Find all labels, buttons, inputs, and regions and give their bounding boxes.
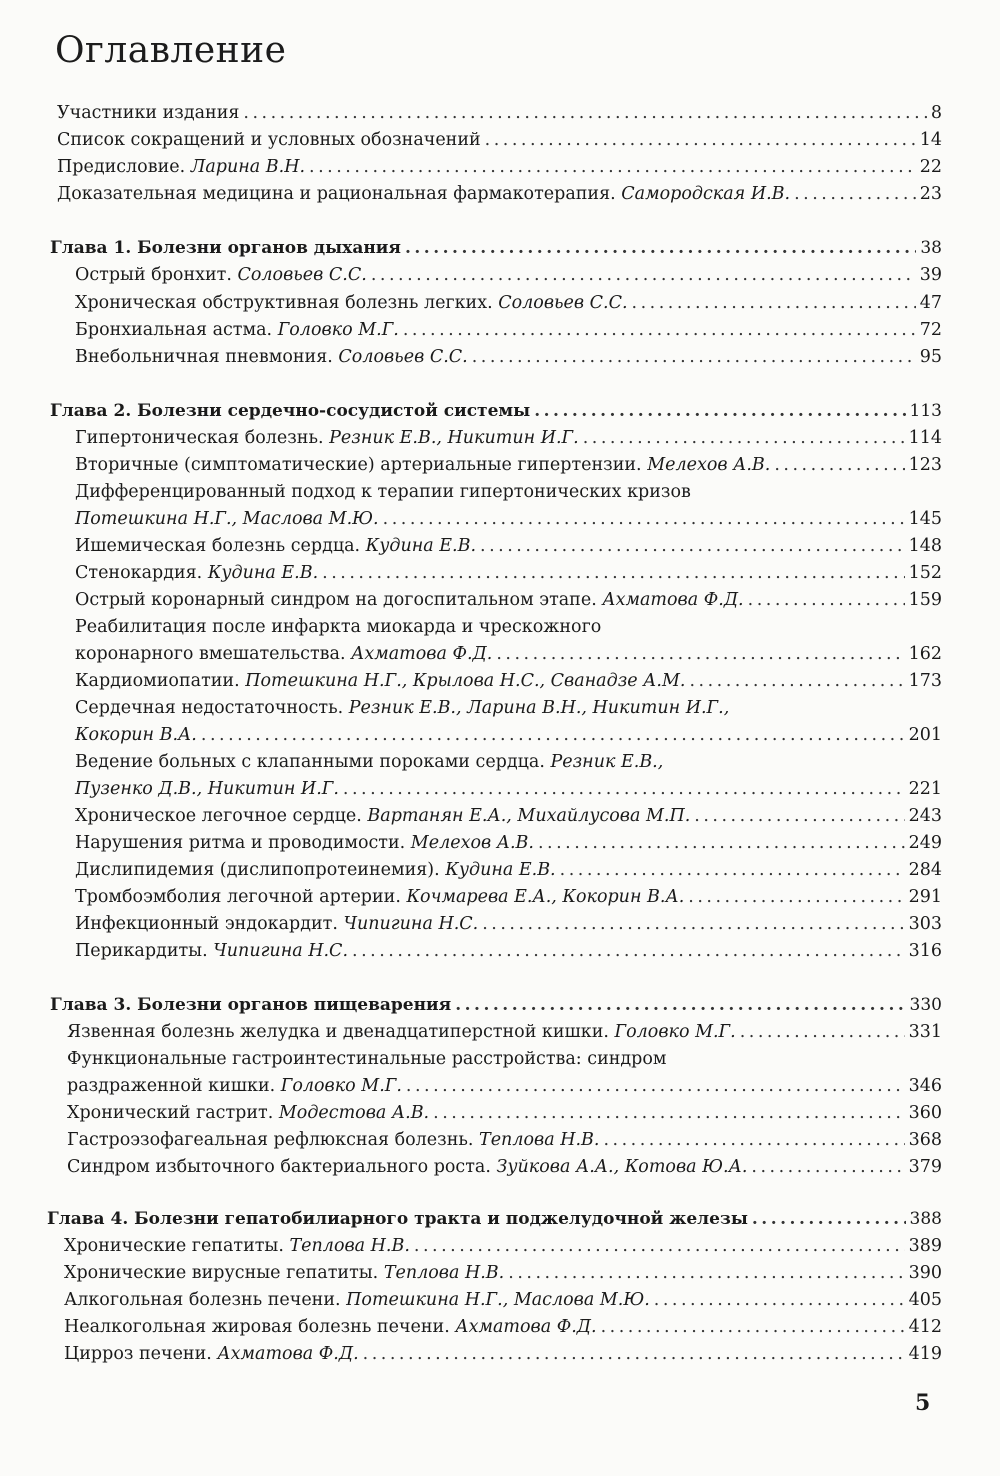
toc-entry[interactable]: Цирроз печени. Ахматова Ф.Д. ..... 419 bbox=[64, 1341, 942, 1367]
toc-entry-line: Дифференцированный подход к терапии гипертонических кризов bbox=[75, 482, 691, 502]
toc-entry[interactable]: Инфекционный эндокардит. Чипигина Н.С. ..... 303 bbox=[75, 911, 942, 937]
toc-entry[interactable]: Острый коронарный синдром на догоспитальном этапе. Ахматова Ф.Д. ..... 159 bbox=[75, 587, 942, 613]
toc-entry[interactable]: Хронический гастрит. Модестова А.В. ..... 360 bbox=[67, 1100, 942, 1126]
toc-entry[interactable]: Кокорин В.А. ..... 201 bbox=[75, 722, 942, 748]
toc-entry[interactable]: коронарного вмешательства. Ахматова Ф.Д. ..... 162 bbox=[75, 641, 942, 667]
toc-entry[interactable]: Участники издания ..... 8 bbox=[57, 100, 942, 126]
toc-entry[interactable]: Нарушения ритма и проводимости. Мелехов А.В. ..... 249 bbox=[75, 830, 942, 856]
toc-entry[interactable]: Потешкина Н.Г., Маслова М.Ю. ..... 145 bbox=[75, 506, 942, 532]
toc-entry[interactable]: Хронические гепатиты. Теплова Н.В. ..... 389 bbox=[64, 1233, 942, 1259]
toc-entry[interactable]: Доказательная медицина и рациональная фармакотерапия. Самородская И.В. ..... 23 bbox=[57, 181, 942, 207]
toc-entry[interactable]: Хроническое легочное сердце. Вартанян Е.А., Михайлусова М.П. ..... 243 bbox=[75, 803, 942, 829]
toc-entry[interactable]: Неалкогольная жировая болезнь печени. Ахматова Ф.Д. ..... 412 bbox=[64, 1314, 942, 1340]
toc-entry[interactable]: Синдром избыточного бактериального роста. Зуйкова А.А., Котова Ю.А. ..... 379 bbox=[67, 1154, 942, 1180]
toc-entry[interactable]: Кардиомиопатии. Потешкина Н.Г., Крылова Н.С., Сванадзе А.М. ..... 173 bbox=[75, 668, 942, 694]
toc-entry[interactable]: Дислипидемия (дислипопротеинемия). Кудина Е.В. ..... 284 bbox=[75, 857, 942, 883]
toc-entry[interactable]: Гастроэзофагеальная рефлюксная болезнь. Теплова Н.В. ..... 368 bbox=[67, 1127, 942, 1153]
toc-entry-line: Функциональные гастроинтестинальные расстройства: синдром bbox=[67, 1049, 667, 1069]
chapter-heading[interactable]: Глава 2. Болезни сердечно-сосудистой системы ..... 113 bbox=[50, 398, 942, 424]
toc-entry[interactable]: Ишемическая болезнь сердца. Кудина Е.В. ..... 148 bbox=[75, 533, 942, 559]
toc-entry-line: Ведение больных с клапанными пороками сердца. Резник Е.В., bbox=[75, 752, 664, 772]
toc-entry[interactable]: Предисловие. Ларина В.Н. ..... 22 bbox=[57, 154, 942, 180]
page-title: Оглавление bbox=[55, 30, 287, 71]
toc-entry[interactable]: Перикардиты. Чипигина Н.С. ..... 316 bbox=[75, 938, 942, 964]
toc-entry[interactable]: Острый бронхит. Соловьев С.С. ..... 39 bbox=[75, 262, 942, 288]
toc-entry[interactable]: Хроническая обструктивная болезнь легких. Соловьев С.С. ..... 47 bbox=[75, 290, 942, 316]
toc-entry-line: Сердечная недостаточность. Резник Е.В., Ларина В.Н., Никитин И.Г., bbox=[75, 698, 730, 718]
toc-entry[interactable]: Вторичные (симптоматические) артериальные гипертензии. Мелехов А.В. ..... 123 bbox=[75, 452, 942, 478]
toc-entry[interactable]: Тромбоэмболия легочной артерии. Кочмарева Е.А., Кокорин В.А. ..... 291 bbox=[75, 884, 942, 910]
toc-entry[interactable]: Список сокращений и условных обозначений ..... 14 bbox=[57, 127, 942, 153]
toc-entry[interactable]: Бронхиальная астма. Головко М.Г. ..... 72 bbox=[75, 317, 942, 343]
toc-entry[interactable]: Гипертоническая болезнь. Резник Е.В., Никитин И.Г. ..... 114 bbox=[75, 425, 942, 451]
toc-entry[interactable]: Алкогольная болезнь печени. Потешкина Н.Г., Маслова М.Ю. ..... 405 bbox=[64, 1287, 942, 1313]
toc-entry[interactable]: Хронические вирусные гепатиты. Теплова Н.В. ..... 390 bbox=[64, 1260, 942, 1286]
toc-entry[interactable]: раздраженной кишки. Головко М.Г. ..... 346 bbox=[67, 1073, 942, 1099]
toc-entry[interactable]: Внебольничная пневмония. Соловьев С.С. ..... 95 bbox=[75, 344, 942, 370]
page-number: 5 bbox=[915, 1390, 931, 1416]
chapter-heading[interactable]: Глава 3. Болезни органов пищеварения ..... 330 bbox=[50, 992, 942, 1018]
chapter-heading[interactable]: Глава 4. Болезни гепатобилиарного тракта и поджелудочной железы ..... 388 bbox=[47, 1206, 942, 1232]
toc-entry[interactable]: Стенокардия. Кудина Е.В. ..... 152 bbox=[75, 560, 942, 586]
toc-entry[interactable]: Язвенная болезнь желудка и двенадцатиперстной кишки. Головко М.Г. ..... 331 bbox=[67, 1019, 942, 1045]
toc-entry-line: Реабилитация после инфаркта миокарда и чрескожного bbox=[75, 617, 602, 637]
chapter-heading[interactable]: Глава 1. Болезни органов дыхания ..... 38 bbox=[50, 235, 942, 261]
toc-entry[interactable]: Пузенко Д.В., Никитин И.Г. ..... 221 bbox=[75, 776, 942, 802]
